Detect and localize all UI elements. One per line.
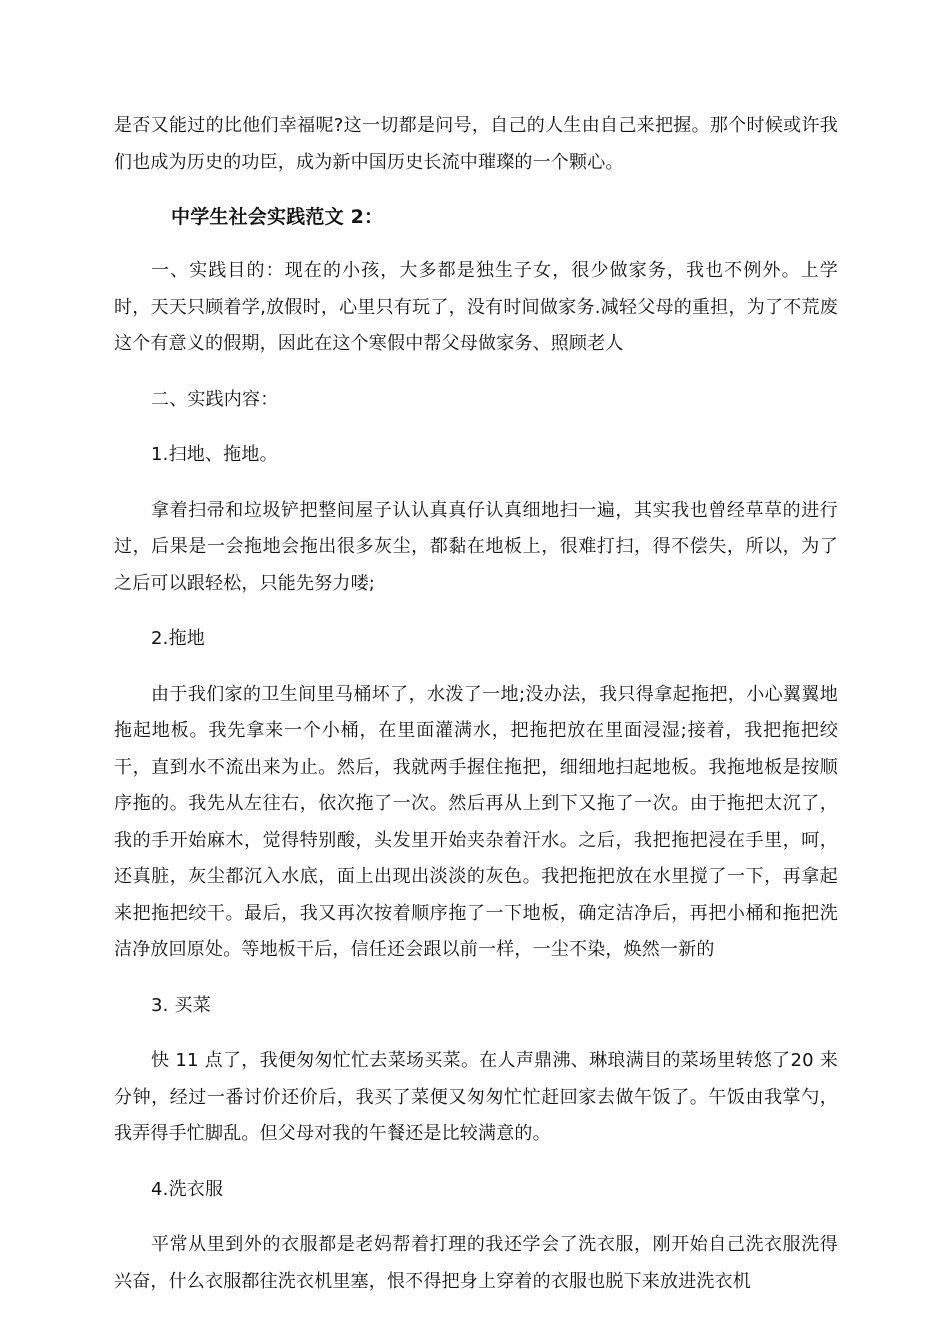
section-heading: 中学生社会实践范文 2： xyxy=(171,206,384,228)
item-4-title: 4.洗衣服 xyxy=(151,1178,224,1200)
item-1-body: 拿着扫帚和垃圾铲把整间屋子认认真真仔认真细地扫一遍，其实我也曾经草草的进行过，后果是一会拖地会拖出很多灰尘，都黏在地板上，很难打扫，得不偿失，所以，为了之后可以跟轻松，只能先努力喽; xyxy=(114,499,838,594)
practice-purpose-paragraph: 一、实践目的：现在的小孩，大多都是独生子女，很少做家务，我也不例外。上学时，天天只顾着学,放假时，心里只有玩了，没有时间做家务.减轻父母的重担，为了不荒废这个有意义的假期，因此在这个寒假中帮父母做家务、照顾老人 xyxy=(114,260,838,354)
practice-content-heading: 二、实践内容： xyxy=(151,388,279,410)
item-1-title: 1.扫地、拖地。 xyxy=(151,444,278,465)
item-3-title: 3. 买菜 xyxy=(151,994,211,1016)
document-body xyxy=(114,108,838,1300)
item-2-title: 2.拖地 xyxy=(151,628,205,649)
item-2-body: 由于我们家的卫生间里马桶坏了，水泼了一地;没办法，我只得拿起拖把，小心翼翼地拖起地板。我先拿来一个小桶，在里面灌满水，把拖把放在里面浸湿;接着，我把拖把绞干，直到水不流出来为止。然后，我就两手握住拖把，细细地扫起地板。我拖地板是按顺序拖的。我先从左往右，依次拖了一次。然后再从上到下又拖了一次。由于拖把太沉了，我的手开始麻木，觉得特别酸，头发里开始夹杂着汗水。之后，我把拖把浸在手里，呵，还真脏，灰尘都沉入水底，面上出现出淡淡的灰色。我把拖把放在水里搅了一下，再拿起来把拖把绞干。最后，我又再次按着顺序拖了一下地板，确定洁净后，再把小桶和拖把洗洁净放回原处。等地板干后，信任还会跟以前一样，一尘不染，焕然一新的 xyxy=(114,683,838,960)
item-4-body: 平常从里到外的衣服都是老妈帮着打理的我还学会了洗衣服，刚开始自己洗衣服洗得兴奋，什么衣服都往洗衣机里塞，恨不得把身上穿着的衣服也脱下来放进洗衣机 xyxy=(114,1234,838,1292)
intro-paragraph: 是否又能过的比他们幸福呢?这一切都是问号，自己的人生由自己来把握。那个时候或许我们也成为历史的功臣，成为新中国历史长流中璀璨的一个颗心。 xyxy=(114,115,838,173)
item-3-body: 快 11 点了，我便匆匆忙忙去菜场买菜。在人声鼎沸、琳琅满目的菜场里转悠了20 来分钟，经过一番讨价还价后，我买了菜便又匆匆忙忙赶回家去做午饭了。午饭由我掌勺，我弄得手忙脚乱。但父母对我的午餐还是比较满意的。 xyxy=(114,1050,838,1144)
